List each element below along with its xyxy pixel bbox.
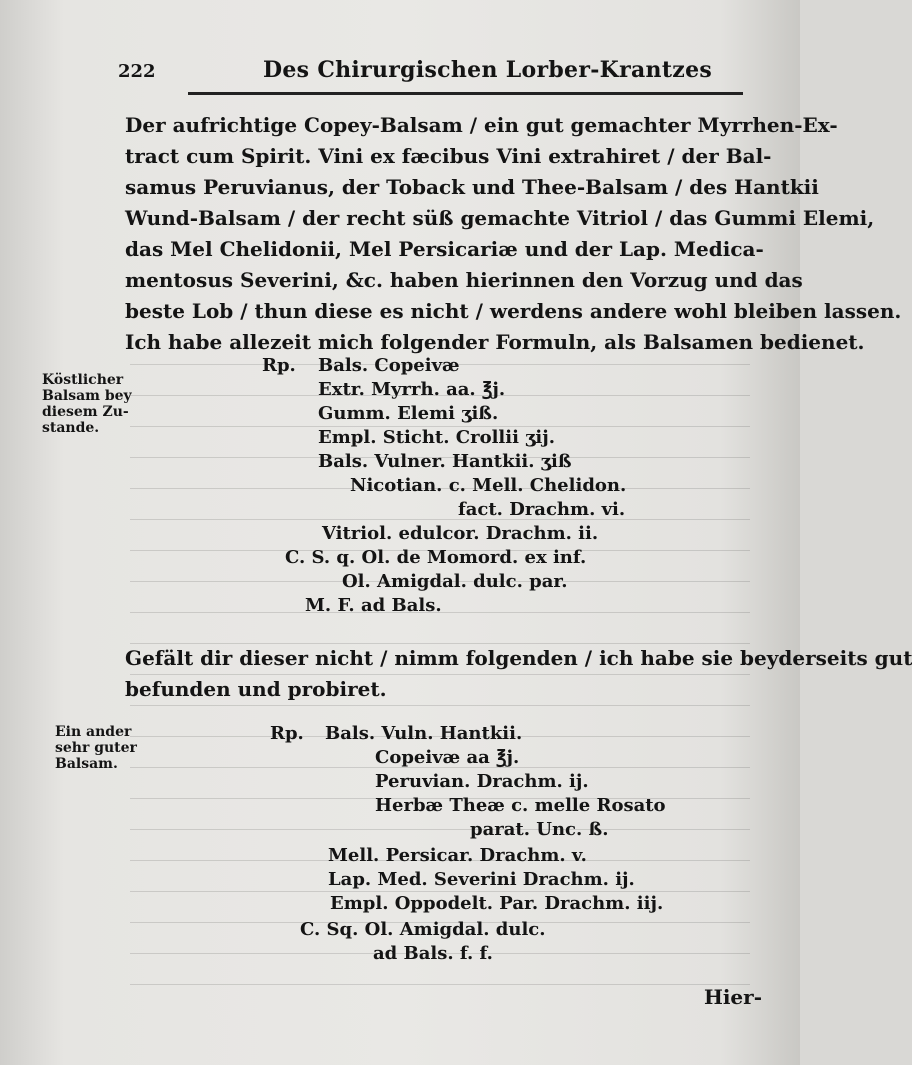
recipe-line: Empl. Oppodelt. Par. Drachm. iij. [330, 893, 664, 914]
text-line: Ich habe allezeit mich folgender Formuln, als Balsamen bedienet. [125, 330, 865, 354]
text-line: beste Lob / thun diese es nicht / werdens andere wohl bleiben lassen. [125, 299, 902, 323]
margin-note-line: stande. [42, 420, 100, 436]
recipe-line: fact. Drachm. vi. [458, 499, 626, 520]
text-line: befunden und probiret. [125, 677, 387, 701]
recipe-line: Vitriol. edulcor. Drachm. ii. [322, 523, 599, 544]
page-header [118, 55, 748, 95]
margin-note-1 [42, 372, 132, 436]
recipe-line: C. S. q. Ol. de Momord. ex inf. [285, 547, 587, 568]
recipe-line: Extr. Myrrh. aa. ℥j. [318, 379, 506, 400]
recipe-rp: Rp. [270, 723, 304, 744]
recipe-line: Empl. Sticht. Crollii ʒij. [318, 427, 556, 448]
text-line: Wund-Balsam / der recht süß gemachte Vitriol / das Gummi Elemi, [125, 206, 875, 230]
recipe-line: Lap. Med. Severini Drachm. ij. [328, 869, 635, 890]
margin-note-2 [55, 724, 137, 772]
recipe-line: Peruvian. Drachm. ij. [375, 771, 589, 792]
recipe-line: Nicotian. c. Mell. Chelidon. [350, 475, 627, 496]
text-line: Gefält dir dieser nicht / nimm folgenden / ich habe sie beyderseits gut [125, 646, 912, 670]
header-rule [188, 92, 743, 95]
margin-note-line: Ein ander [55, 724, 132, 740]
catchword: Hier- [703, 985, 762, 1009]
recipe-line: Bals. Copeivæ [318, 355, 460, 376]
paragraph-2 [125, 643, 912, 705]
margin-note-line: sehr guter [55, 740, 137, 756]
margin-note-line: Köstlicher [42, 372, 124, 388]
recipe-line: Bals. Vuln. Hantkii. [325, 723, 523, 744]
recipe-line: M. F. ad Bals. [305, 595, 442, 616]
recipe-line: Mell. Persicar. Drachm. v. [328, 845, 587, 866]
recipe-line: Herbæ Theæ c. melle Rosato [375, 795, 666, 816]
recipe-line: C. Sq. Ol. Amigdal. dulc. [300, 919, 546, 940]
recipe-line: Ol. Amigdal. dulc. par. [342, 571, 568, 592]
recipe-line: Bals. Vulner. Hantkii. ʒiß [318, 451, 572, 472]
recipe-line: parat. Unc. ß. [470, 819, 609, 840]
margin-note-line: Balsam. [55, 756, 118, 772]
paragraph-1 [125, 110, 902, 358]
page-number: 222 [118, 61, 156, 82]
running-title: Des Chirurgischen Lorber-Krantzes [263, 57, 713, 83]
text-line: samus Peruvianus, der Toback und Thee-Balsam / des Hantkii [125, 175, 819, 199]
text-line: tract cum Spirit. Vini ex fæcibus Vini extrahiret / der Bal- [125, 144, 772, 168]
recipe-line: Gumm. Elemi ʒiß. [318, 403, 499, 424]
recipe-rp: Rp. [262, 355, 296, 376]
recipe-line: ad Bals. f. f. [373, 943, 493, 964]
text-line: mentosus Severini, &c. haben hierinnen den Vorzug und das [125, 268, 803, 292]
text-line: das Mel Chelidonii, Mel Persicariæ und der Lap. Medica- [125, 237, 764, 261]
text-line: Der aufrichtige Copey-Balsam / ein gut gemachter Myrrhen-Ex- [125, 113, 838, 137]
margin-note-line: diesem Zu- [42, 404, 129, 420]
recipe-line: Copeivæ aa ℥j. [375, 747, 520, 768]
margin-note-line: Balsam bey [42, 388, 132, 404]
